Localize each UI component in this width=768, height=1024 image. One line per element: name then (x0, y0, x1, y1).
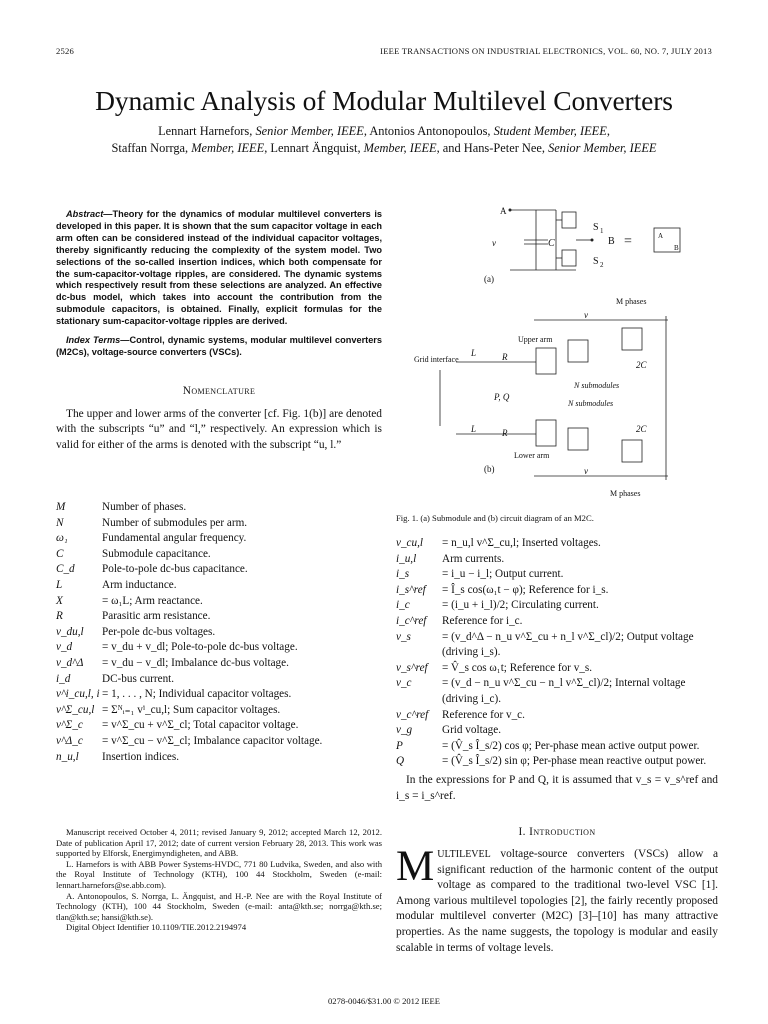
author-name: , and Hans-Peter Nee, (436, 140, 549, 155)
nomenclature-symbol: v_s (396, 630, 411, 643)
nomenclature-symbol: C (56, 547, 64, 560)
terminal-dot (509, 209, 512, 212)
circuit-diagram (396, 200, 718, 500)
subfigure-label: (b) (484, 464, 495, 474)
capacitor-label: 2C (636, 360, 647, 370)
introduction-text: voltage-source converters (VSCs) allow a significant reduction of the harmonic content of the output voltage as compared to the traditional two-level VSC [1]. Among various multilevel topologies [2], the fairly recently proposed modular multilevel converter (M2C) [3]–[10] has many attractive properties. As the name suggests, the topology is modular and easily scalable in terms of voltage levels. (396, 848, 718, 954)
nomenclature-row (56, 516, 386, 532)
nomenclature-row (56, 750, 386, 766)
nomenclature-definition: = 1, . . . , N; Individual capacitor voltages. (102, 688, 292, 701)
nomenclature-definition: = (V̂_s Î_s/2) cos φ; Per-phase mean active output power. (442, 739, 700, 752)
nomenclature-definition: Reference for v_c. (442, 708, 525, 721)
nomenclature-symbol: C_d (56, 563, 75, 576)
nomenclature-row (56, 734, 386, 750)
nomenclature-row (396, 723, 718, 739)
submodule-box (568, 428, 588, 450)
nomenclature-definition: Submodule capacitance. (102, 547, 211, 560)
nomenclature-definition: = Î_s cos(ω₁t − φ); Reference for i_s. (442, 583, 609, 596)
grid-label: Grid interface (414, 355, 459, 364)
nomenclature-definition: = (v_d^Δ − n_u v^Σ_cu + n_l v^Σ_cl)/2; Output voltage (driving i_s). (442, 630, 694, 659)
nomenclature-row (56, 718, 386, 734)
nomenclature-row (396, 583, 718, 599)
switch-subscript: 2 (600, 261, 604, 269)
nomenclature-definition: = (v_d − n_u v^Σ_cu − n_l v^Σ_cl)/2; Internal voltage (driving i_c). (442, 677, 686, 705)
footnote: Manuscript received October 4, 2011; revised January 9, 2012; accepted March 12, 2012. Date of publication April 17, 2012; date of current version February 28, 2013. This work was supported by Elforsk, Energimyndigheten, and ABB. (56, 827, 382, 859)
nomenclature-row (56, 656, 386, 672)
nomenclature-row (56, 687, 386, 703)
author-role: Senior Member, IEEE (255, 124, 364, 138)
nomenclature-symbol: v_d^Δ (56, 656, 84, 669)
nomenclature-symbol: v^Δ_c (56, 734, 83, 747)
nomenclature-row (56, 672, 386, 688)
author-role: Senior Member, IEEE (548, 140, 657, 155)
nomenclature-definition: Parasitic arm resistance. (102, 610, 211, 623)
introduction-section (396, 826, 718, 956)
nomenclature-row (56, 547, 386, 563)
power-label: P, Q (494, 392, 510, 402)
nomenclature-definition: = Σᴺᵢ₌₁ vⁱ_cu,l; Sum capacitor voltages. (102, 703, 281, 716)
nomenclature-symbol: X (56, 594, 63, 607)
nomenclature-row (56, 640, 386, 656)
nomenclature-row (56, 703, 386, 719)
nomenclature-definition: = v^Σ_cu − v^Σ_cl; Imbalance capacitor voltage. (102, 734, 323, 747)
nomenclature-symbol: v^i_cu,l, i (56, 688, 100, 701)
author-role: Member, IEEE (191, 140, 265, 155)
nomenclature-symbol: M (56, 501, 66, 513)
nomenclature-definition: Insertion indices. (102, 750, 180, 763)
voltage-label: v (584, 466, 588, 476)
nomenclature-definition: Arm inductance. (102, 578, 177, 591)
switch-s2 (562, 250, 576, 266)
introduction-heading: I. Introduction (518, 826, 596, 838)
nomenclature-row (56, 531, 386, 547)
author-name: Lennart Harnefors, (158, 124, 256, 138)
nomenclature-definition: Per-pole dc-bus voltages. (102, 625, 216, 638)
nomenclature-definition: = V̂_s cos ω₁t; Reference for v_s. (442, 661, 593, 674)
figure-1 (396, 200, 718, 500)
nomenclature-symbol: v_c^ref (396, 708, 429, 721)
author-name: Staffan Norrga, (111, 140, 192, 155)
submodule-box (568, 340, 588, 362)
nomenclature-symbol: i_u,l (396, 552, 417, 565)
submodule-count-label: N submodules (574, 381, 620, 390)
submodule-count-label: N submodules (568, 399, 614, 408)
nomenclature-definition: = v^Σ_cu + v^Σ_cl; Total capacitor voltage. (102, 719, 299, 732)
nomenclature-symbol: n_u,l (56, 750, 79, 763)
nomenclature-definition: = i_u − i_l; Output current. (442, 568, 564, 581)
terminal-label: A (500, 206, 507, 216)
nomenclature-definition: = (V̂_s Î_s/2) sin φ; Per-phase mean reactive output power. (442, 755, 707, 768)
submodule-box (622, 440, 642, 462)
nomenclature-symbol: v_du,l (56, 625, 84, 638)
nomenclature-row (396, 708, 718, 724)
abstract-label: Abstract (66, 209, 104, 219)
phases-label: M phases (616, 297, 647, 306)
nomenclature-definition: DC-bus current. (102, 672, 175, 685)
nomenclature-symbol: v_cu,l (396, 537, 424, 549)
author-name: , Antonios Antonopoulos, (363, 124, 494, 138)
nomenclature-definition: = v_du − v_dl; Imbalance dc-bus voltage. (102, 656, 289, 669)
nomenclature-definition: Reference for i_c. (442, 614, 523, 627)
footnotes (56, 827, 382, 933)
nomenclature-row (396, 598, 718, 614)
switch-label: S (593, 256, 599, 267)
nomenclature-symbol: L (56, 578, 63, 591)
author-role: Member, IEEE (363, 140, 437, 155)
nomenclature-row (396, 676, 718, 707)
nomenclature-list-right (396, 536, 718, 770)
nomenclature-definition: = ω₁L; Arm reactance. (102, 594, 203, 607)
nomenclature-row (396, 739, 718, 755)
nomenclature-row (396, 630, 718, 661)
inductor-label: L (471, 348, 477, 358)
nomenclature-row (56, 562, 386, 578)
nomenclature-row (396, 661, 718, 677)
nomenclature-symbol: v^Σ_c (56, 719, 83, 732)
nomenclature-definition: Pole-to-pole dc-bus capacitance. (102, 563, 248, 576)
nomenclature-symbol: v_s^ref (396, 661, 428, 674)
switch-s1 (562, 212, 576, 228)
left-column (56, 209, 382, 454)
nomenclature-row (56, 500, 386, 516)
submodule-box (622, 328, 642, 350)
index-terms-label: Index Terms (66, 335, 121, 346)
first-word: ULTILEVEL (437, 849, 491, 860)
footnote: Digital Object Identifier 10.1109/TIE.2012.2194974 (66, 922, 247, 933)
index-terms (56, 335, 382, 359)
arm-label: Upper arm (518, 335, 553, 344)
nomenclature-definition: = v_du + v_dl; Pole-to-pole dc-bus voltage. (102, 641, 298, 654)
nomenclature-definition: Fundamental angular frequency. (102, 532, 247, 545)
abstract (56, 209, 382, 328)
nomenclature-row (56, 609, 386, 625)
figure-caption: Fig. 1. (a) Submodule and (b) circuit diagram of an M2C. (396, 513, 594, 523)
nomenclature-definition: Number of phases. (102, 501, 187, 513)
nomenclature-row (56, 625, 386, 641)
nomenclature-row (396, 536, 718, 552)
equals-sign: = (624, 234, 632, 249)
nomenclature-symbol: i_s (396, 568, 410, 581)
inductor-label: L (471, 424, 477, 434)
nomenclature-list-left (56, 500, 386, 765)
terminal-label: B (608, 236, 615, 247)
capacitor-label: C (548, 238, 555, 249)
terminal-label: A (658, 232, 664, 240)
copyright-footer: 0278-0046/$31.00 © 2012 IEEE (327, 996, 441, 1006)
switch-label: S (593, 222, 599, 233)
nomenclature-heading: Nomenclature (182, 384, 256, 397)
nomenclature-symbol: ω₁ (56, 532, 68, 545)
nomenclature-symbol: v_c (396, 677, 412, 690)
paper-title: Dynamic Analysis of Modular Multilevel Converters (95, 85, 673, 116)
author-name: , Lennart Ängquist, (264, 140, 364, 155)
arm-label: Lower arm (514, 451, 550, 460)
nomenclature-definition: = n_u,l v^Σ_cu,l; Inserted voltages. (442, 537, 601, 549)
nomenclature-row (396, 754, 718, 770)
nomenclature-definition: Arm currents. (442, 552, 505, 565)
nomenclature-definition: = (i_u + i_l)/2; Circulating current. (442, 599, 599, 612)
nomenclature-note: In the expressions for P and Q, it is assumed that v_s = v_s^ref and i_s = i_s^ref. (396, 774, 718, 802)
author-list (40, 123, 728, 156)
author-separator: , (606, 124, 610, 138)
author-role: Student Member, IEEE (493, 124, 607, 138)
nomenclature-row (56, 578, 386, 594)
nomenclature-symbol: v_d (56, 641, 73, 654)
nomenclature-symbol: R (56, 610, 63, 623)
phases-label: M phases (610, 489, 641, 498)
terminal-dot (591, 239, 594, 242)
submodule-box (536, 420, 556, 446)
nomenclature-symbol: v^Σ_cu,l (56, 703, 95, 716)
resistor-label: R (502, 352, 508, 362)
nomenclature-intro: The upper and lower arms of the converter [cf. Fig. 1(b)] are denoted with the subscripts “u” and “l,” respectively. An expression which is valid for either of the arms is denoted with the subscript “u, l.” (56, 407, 382, 452)
nomenclature-definition: Number of submodules per arm. (102, 516, 248, 529)
drop-cap: M (396, 843, 435, 890)
voltage-label: v (492, 238, 496, 248)
voltage-label: v (584, 310, 588, 320)
capacitor-label: 2C (636, 424, 647, 434)
nomenclature-row (396, 552, 718, 568)
nomenclature-symbol: Q (396, 755, 405, 768)
submodule-box (536, 348, 556, 374)
terminal-label: B (674, 244, 679, 252)
switch-subscript: 1 (600, 227, 604, 235)
nomenclature-symbol: i_c^ref (396, 614, 427, 627)
nomenclature-row (396, 567, 718, 583)
index-terms-text: —Control, dynamic systems, modular multilevel converters (M2Cs), voltage-source converters (VSCs). (56, 335, 382, 357)
resistor-label: R (502, 428, 508, 438)
abstract-text: —Theory for the dynamics of modular multilevel converters is developed in this paper. It is shown that the sum capacitor voltage in each arm often can be considered instead of the individual capacitor voltages, thereby significantly reducing the complexity of the system model. Two selections of the so-called insertion indices, which both compensate for the sum-capacitor-voltage ripples, are considered. The dynamic systems which respectively result from these selections are analyzed. An effective dc-bus model, which takes into account the contribution from the submodule capacitors, is obtained. Finally, explicit formulas for the stationary sum-capacitor-voltage ripples are derived. (56, 209, 382, 327)
footnote: A. Antonopoulos, S. Norrga, L. Ängquist, and H.-P. Nee are with the Royal Institute of Technology (KTH), 100 44 Stockholm, Sweden (e-mail: anta@kth.se; norrga@kth.se; tlan@kth.se; hansi@kth.se). (56, 890, 382, 922)
page-number: 2526 (56, 46, 74, 56)
nomenclature-symbol: N (56, 516, 64, 529)
nomenclature-symbol: i_s^ref (396, 583, 426, 596)
nomenclature-row (396, 614, 718, 630)
nomenclature-definition: Grid voltage. (442, 724, 502, 737)
nomenclature-symbol: i_d (56, 672, 71, 685)
nomenclature-symbol: i_c (396, 599, 410, 612)
introduction-paragraph (396, 843, 718, 956)
nomenclature-symbol: P (396, 739, 403, 752)
footnote: L. Harnefors is with ABB Power Systems-HVDC, 771 80 Ludvika, Sweden, and also with the Royal Institute of Technology (KTH), 100 44 Stockholm, Sweden (e-mail: lennart.harnefors@se.abb.com). (56, 858, 382, 890)
nomenclature-symbol: v_g (396, 724, 413, 737)
nomenclature-row (56, 594, 386, 610)
journal-header: IEEE TRANSACTIONS ON INDUSTRIAL ELECTRONICS, VOL. 60, NO. 7, JULY 2013 (380, 46, 712, 56)
subfigure-label: (a) (484, 274, 494, 284)
